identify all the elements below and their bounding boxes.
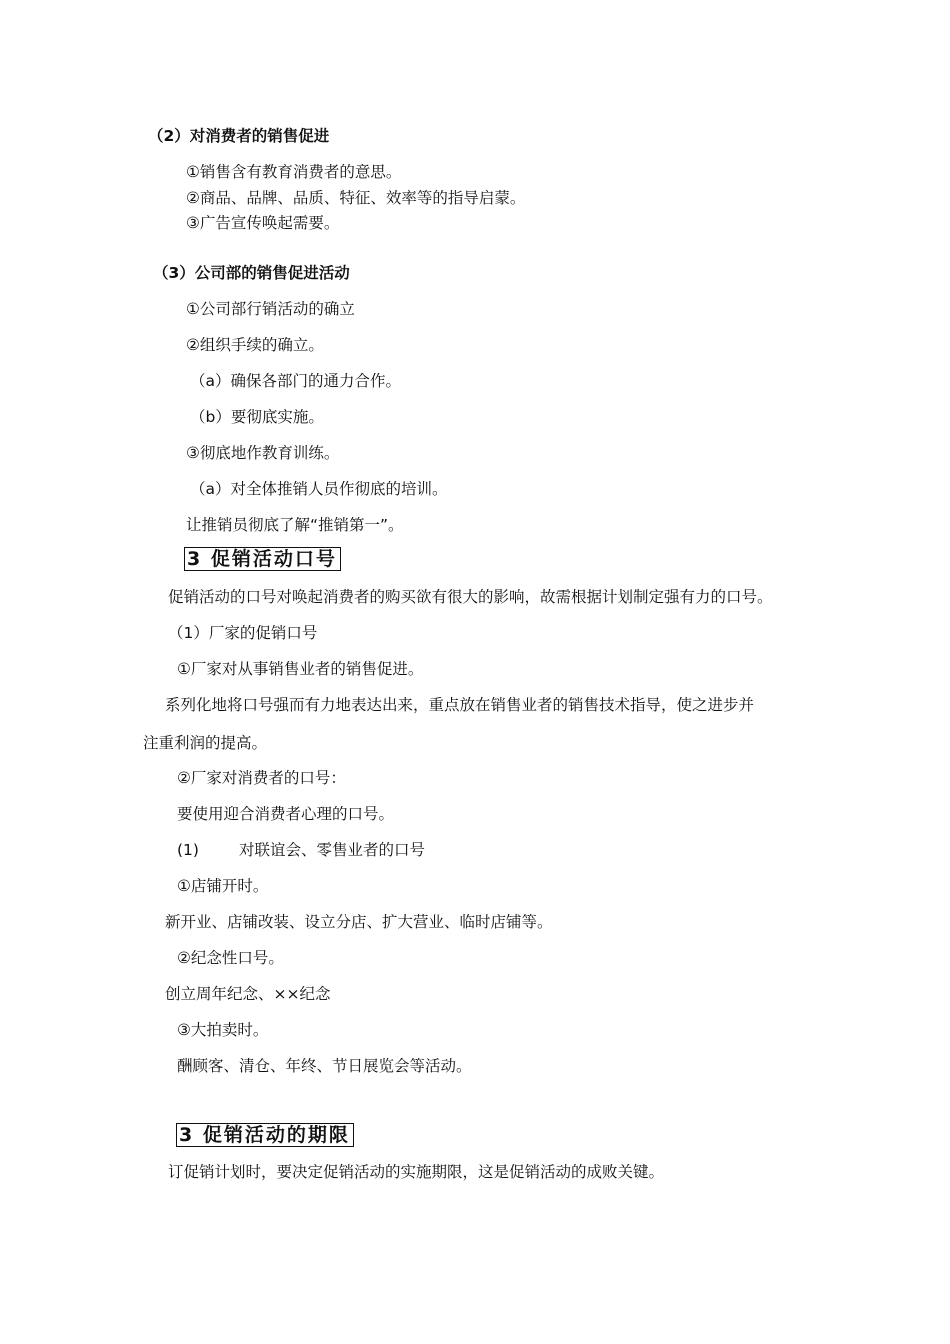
list-item: ③彻底地作教育训练。: [186, 444, 340, 462]
paragraph: 注重利润的提高。: [143, 734, 268, 752]
paragraph: 新开业、店铺改装、设立分店、扩大营业、临时店铺等。: [165, 913, 553, 931]
subheading: （1）厂家的促销口号: [168, 624, 318, 642]
list-item: ③大拍卖时。: [177, 1021, 269, 1039]
list-item: ②组织手续的确立。: [186, 336, 324, 354]
paragraph: 系列化地将口号强而有力地表达出来，重点放在销售业者的销售技术指导，使之进步并: [165, 696, 755, 714]
subheading: [177, 840, 425, 860]
paragraph: 酬顾客、清仓、年终、节日展览会等活动。: [177, 1057, 472, 1075]
boxed-section-title: 3 促销活动口号: [184, 547, 341, 571]
section-heading: （3）公司部的销售促进活动: [153, 264, 350, 282]
list-item: ②纪念性口号。: [177, 949, 284, 967]
list-item: （b）要彻底实施。: [190, 408, 324, 426]
paragraph: 创立周年纪念、××纪念: [165, 985, 331, 1003]
list-item: ③广告宣传唤起需要。: [186, 214, 340, 232]
list-item: ①厂家对从事销售业者的销售促进。: [177, 660, 424, 678]
boxed-section-title: 3 促销活动的期限: [176, 1123, 354, 1147]
subheading-number: (1): [177, 841, 199, 859]
list-item: ①销售含有教育消费者的意思。: [186, 163, 402, 181]
list-item: ①店铺开时。: [177, 877, 269, 895]
paragraph: 促销活动的口号对唤起消费者的购买欲有很大的影响，故需根据计划制定强有力的口号。: [168, 588, 773, 606]
subheading-label: 对联谊会、零售业者的口号: [238, 841, 425, 859]
paragraph: 要使用迎合消费者心理的口号。: [177, 805, 395, 823]
paragraph: 让推销员彻底了解“推销第一”。: [186, 516, 404, 534]
paragraph: 订促销计划时，要决定促销活动的实施期限，这是促销活动的成败关键。: [168, 1163, 665, 1181]
list-item: （a）对全体推销人员作彻底的培训。: [190, 480, 448, 498]
section-heading: （2）对消费者的销售促进: [148, 127, 330, 145]
list-item: ②商品、品牌、品质、特征、效率等的指导启蒙。: [186, 189, 526, 207]
list-item: （a）确保各部门的通力合作。: [190, 372, 401, 390]
list-item: ①公司部行销活动的确立: [186, 300, 355, 318]
list-item: ②厂家对消费者的口号：: [177, 769, 346, 787]
